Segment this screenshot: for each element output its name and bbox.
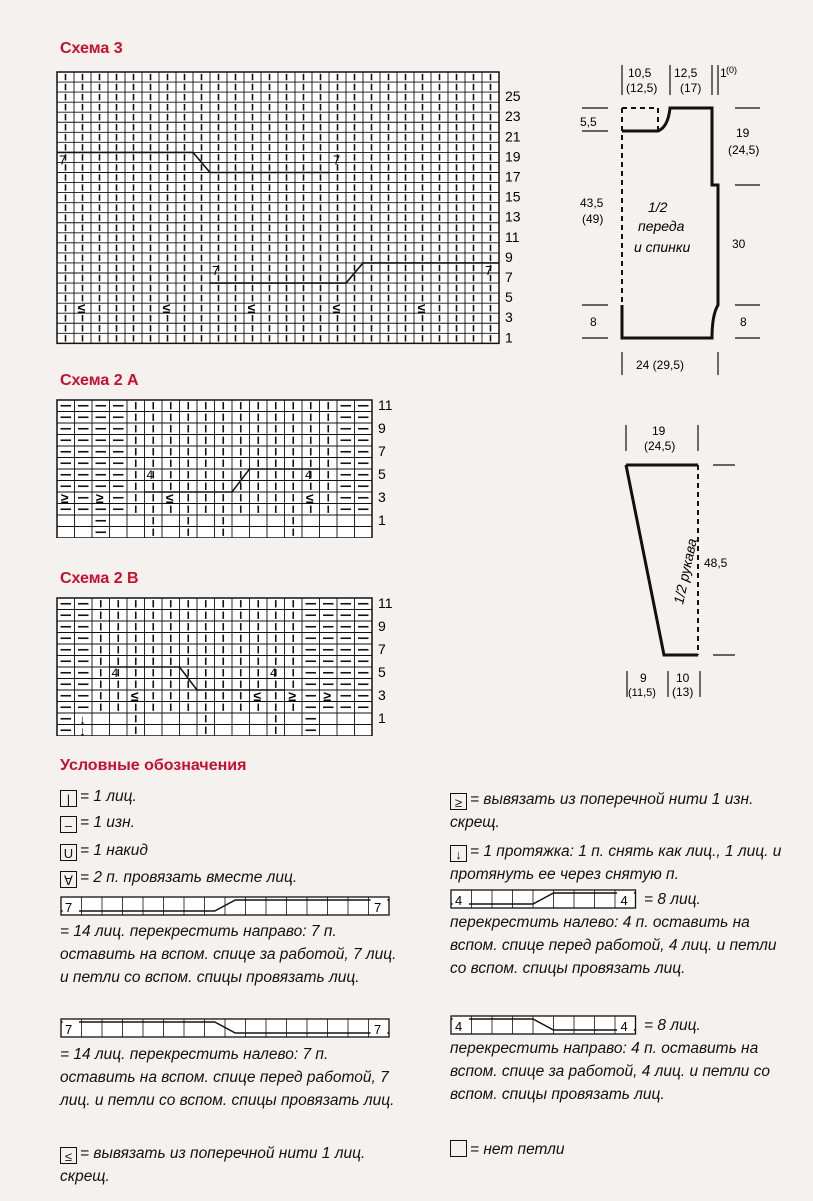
m1-knit-stitch: ≤ [162,300,171,317]
legend-m1-knit: ≤ = вывязать из поперечной нити 1 лиц. скрещ. [60,1145,366,1185]
sleeve-bottom-2: 10 [676,671,690,685]
schema2b-title: Схема 2 B [60,570,139,587]
legend-cross-left: = 14 лиц. перекрестить налево: 7 п. оставить на вспом. спице перед работой, 7 лиц. и петли со вспом. спицы провязать лиц. [60,1046,395,1109]
schema3-title: Схема 3 [60,40,123,57]
sleeve-bottom-2b: (13) [672,685,694,699]
psso-stitch: ↓ [79,723,86,736]
m1-purl-symbol-icon: ≥ [450,793,467,810]
row-number-7: 7 [378,640,386,657]
psso-symbol-icon: ↓ [450,845,467,862]
m1-purl-stitch: ≥ [95,489,104,506]
row-number-3: 3 [378,686,386,703]
row-number-21: 21 [505,128,521,145]
m1-purl-stitch: ≥ [60,489,69,506]
row-number-7: 7 [505,269,513,286]
body-height-b: (49) [582,212,604,226]
body-label-2: переда [638,218,685,234]
row-number-1: 1 [505,329,513,346]
m1-purl-stitch: ≥ [288,687,296,704]
row-number-19: 19 [505,148,521,165]
body-label-3: и спинки [634,239,691,255]
schema3-chart [55,70,535,355]
legend-no-stitch: = нет петли [450,1138,564,1161]
m1-purl-stitch: ≥ [323,687,331,704]
knit-symbol-icon: | [60,790,77,807]
cable-count: 7 [333,152,341,168]
cross8-right-symbol-icon [450,1014,638,1036]
row-number-9: 9 [378,617,386,634]
row-number-25: 25 [505,88,521,105]
schema2a-title: Схема 2 A [60,372,139,389]
row-number-5: 5 [378,663,386,680]
top-width-2b: (17) [680,81,702,95]
legend-cross8-right: 4 4 = 8 лиц. перекрестить направо: 4 п. оставить на вспом. спице за работой, 4 лиц. и петли со вспом. спицы провязать лиц. [450,1014,795,1106]
cable-count: 4 [455,893,463,908]
legend-k2tog: ∀ = 2 п. провязать вместе лиц. [60,866,297,889]
sleeve-bottom-1b: (11,5) [628,687,656,699]
yarn-over-symbol-icon: U [60,844,77,861]
row-number-5: 5 [505,289,513,306]
rib-left: 8 [590,315,597,329]
cable-count: 7 [374,900,382,915]
cross8-left-symbol-icon [450,888,638,910]
cross-left-symbol-icon [60,1017,400,1039]
shoulder-height: 19 [736,126,750,140]
m1-knit-stitch: ≤ [247,300,256,317]
rib-right: 8 [740,315,747,329]
schema2a-chart [55,398,415,538]
cable-count: 7 [65,900,73,915]
armhole-length: 30 [732,237,746,251]
top-width-3b: (0) [726,65,737,75]
k2tog-symbol-icon: ∀ [60,871,77,888]
cable-count: 4 [305,468,312,482]
row-number-17: 17 [505,168,521,185]
row-number-3: 3 [505,309,513,326]
legend-title: Условные обозначения [60,757,247,774]
cable-count: 4 [455,1019,463,1034]
row-number-11: 11 [378,596,393,611]
no-stitch-symbol-icon [450,1140,467,1157]
cable-count: 7 [59,152,67,168]
legend-psso: ↓ = 1 протяжка: 1 п. снять как лиц., 1 лиц. и протянуть ее через снятую п. [450,843,782,883]
row-number-11: 11 [378,398,393,413]
m1-knit-stitch: ≤ [165,489,174,506]
cable-count: 4 [270,666,277,680]
row-number-1: 1 [378,511,386,528]
body-label-1: 1/2 [648,199,668,215]
row-number-3: 3 [378,488,386,505]
cable-count: 4 [146,468,154,482]
row-number-23: 23 [505,108,521,125]
bottom-width: 24 (29,5) [636,358,685,372]
row-number-13: 13 [505,208,521,225]
sleeve-height: 48,5 [704,556,728,570]
cross-right-symbol-icon [60,895,400,917]
legend-m1-purl: ≥ = вывязать из поперечной нити 1 изн. скрещ. [450,791,754,831]
row-number-15: 15 [505,188,521,205]
neck-depth: 5,5 [580,115,597,129]
legend-cross-right: = 14 лиц. перекрестить направо: 7 п. оставить на вспом. спице за работой, 7 лиц. и петли со вспом. спицы провязать лиц. [60,923,397,986]
cable-count: 7 [65,1022,73,1037]
row-number-1: 1 [378,709,386,726]
top-width-1b: (12,5) [626,81,658,95]
row-number-11: 11 [505,228,520,245]
m1-knit-stitch: ≤ [253,687,261,704]
sleeve-top-b: (24,5) [644,439,676,453]
shoulder-height-b: (24,5) [728,143,760,157]
row-number-5: 5 [378,465,386,482]
schema2b-chart [55,596,415,736]
m1-knit-stitch: ≤ [305,489,314,506]
row-number-9: 9 [378,419,386,436]
sleeve-bottom-1: 9 [640,671,647,685]
sleeve-pattern-diagram [580,415,780,715]
m1-knit-stitch: ≤ [77,300,86,317]
row-number-7: 7 [378,442,386,459]
top-width-3: 1 [720,66,727,80]
cable-count: 7 [212,262,220,278]
cable-count: 7 [485,262,493,278]
row-number-9: 9 [505,248,513,265]
m1-knit-stitch: ≤ [417,300,426,317]
legend-purl: – = 1 изн. [60,811,135,834]
cable-count: 4 [620,893,628,908]
sleeve-label: 1/2 рукава [670,536,700,606]
top-width-1: 10,5 [628,66,652,80]
m1-knit-stitch: ≤ [130,687,139,704]
cable-count: 7 [374,1022,382,1037]
top-width-2: 12,5 [674,66,698,80]
legend-knit: | = 1 лиц. [60,785,137,808]
purl-symbol-icon: – [60,816,77,833]
body-height: 43,5 [580,196,604,210]
legend-yo: U = 1 накид [60,839,148,862]
cable-count: 4 [111,666,119,680]
sleeve-top: 19 [652,424,666,438]
m1-knit-stitch: ≤ [332,300,341,317]
legend-cross8-left: 4 4 = 8 лиц. перекрестить налево: 4 п. оставить на вспом. спице перед работой, 4 лиц. и петли со вспом. спицы провязать лиц. [450,888,795,980]
cable-count: 4 [620,1019,628,1034]
body-pattern-diagram [560,55,810,385]
m1-knit-symbol-icon: ≤ [60,1147,77,1164]
psso-stitch: ↓ [79,711,86,727]
